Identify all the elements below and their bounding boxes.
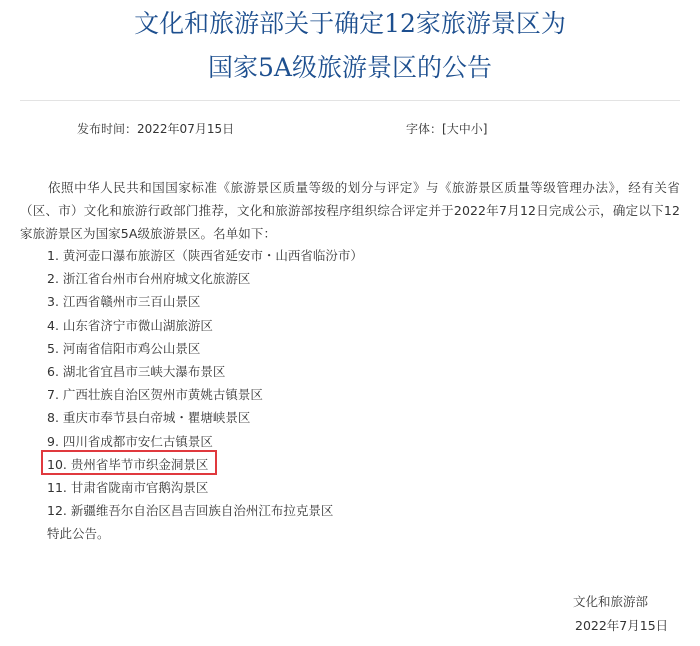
publish-date: 2022年07月15日 xyxy=(137,122,235,136)
list-item: 11. 甘肃省陇南市官鹅沟景区 xyxy=(47,479,209,495)
closing-text: 特此公告。 xyxy=(47,526,110,541)
list-item: 9. 四川省成都市安仁古镇景区 xyxy=(47,433,213,449)
publish-info xyxy=(77,120,234,138)
title-divider xyxy=(20,100,680,101)
list-item: 7. 广西壮族自治区贺州市黄姚古镇景区 xyxy=(47,387,263,403)
highlight-box xyxy=(41,450,217,475)
font-size-links[interactable]: [大中小] xyxy=(442,122,488,136)
page-title-line-2: 国家5A级旅游景区的公告 xyxy=(208,53,492,82)
list-item-highlighted: 10. 贵州省毕节市织金洞景区 xyxy=(47,456,209,472)
list-item: 6. 湖北省宜昌市三峡大瀑布景区 xyxy=(47,363,226,379)
list-item: 8. 重庆市奉节县白帝城・瞿塘峡景区 xyxy=(47,410,251,426)
intro-paragraph: 依照中华人民共和国国家标准《旅游景区质量等级的划分与评定》与《旅游景区质量等级管理办法》，经有关省（区、市）文化和旅游行政部门推荐，文化和旅游部按程序组织综合评定并于2022年7月12日完成公示，确定以下12家旅游景区为国家5A级旅游景区。名单如下： xyxy=(20,180,680,242)
signature-org: 文化和旅游部 xyxy=(573,594,649,609)
page-title-line-1: 文化和旅游部关于确定12家旅游景区为 xyxy=(134,9,566,38)
font-label: 字体： xyxy=(406,122,443,136)
scenic-area-list xyxy=(47,244,363,522)
font-size-control xyxy=(406,120,487,138)
list-item: 3. 江西省赣州市三百山景区 xyxy=(47,294,201,310)
list-item: 1. 黄河壶口瀑布旅游区（陕西省延安市・山西省临汾市） xyxy=(47,248,363,263)
list-item: 5. 河南省信阳市鸡公山景区 xyxy=(47,340,201,356)
list-item: 4. 山东省济宁市微山湖旅游区 xyxy=(47,317,213,333)
signature-date: 2022年7月15日 xyxy=(575,618,669,633)
list-item: 2. 浙江省台州市台州府城文化旅游区 xyxy=(47,271,251,287)
list-item: 12. 新疆维吾尔自治区昌吉回族自治州江布拉克景区 xyxy=(47,503,334,519)
publish-label: 发布时间： xyxy=(77,122,138,136)
